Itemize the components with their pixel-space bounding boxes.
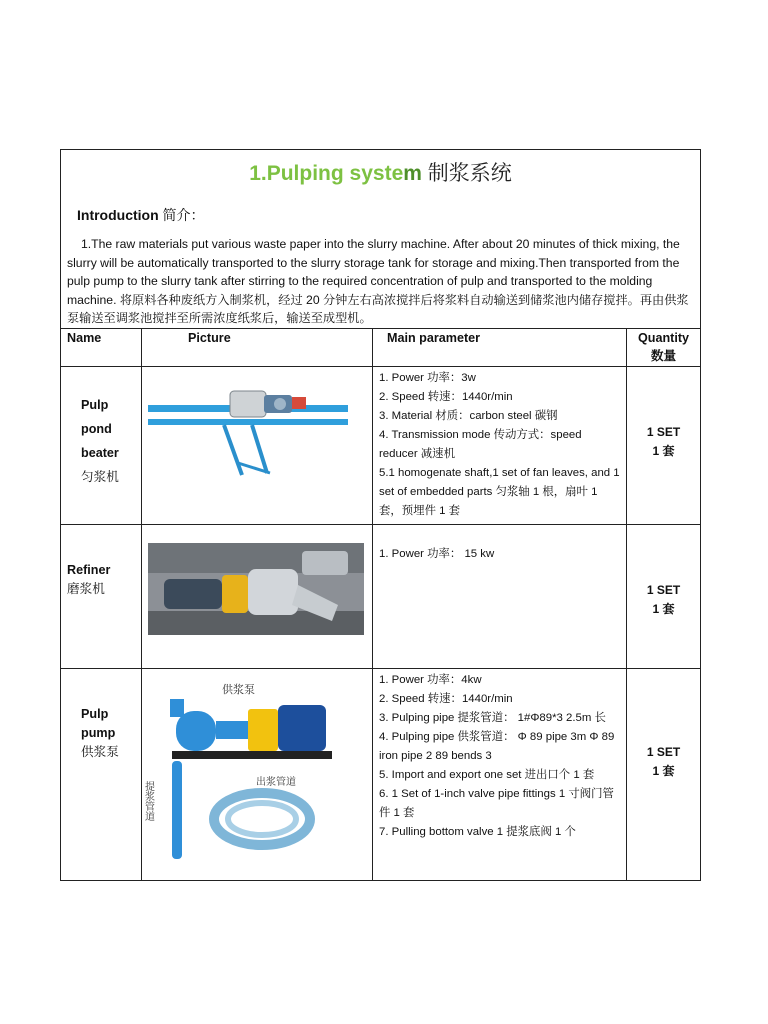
- header-cell: [61, 150, 701, 329]
- row-params-cell: [373, 524, 627, 668]
- column-header-row: [61, 328, 701, 366]
- param-item: 1. Power 功率：3w: [379, 371, 476, 384]
- refiner-image: [142, 525, 373, 663]
- param-item: 5.1 homogenate shaft,1 set of fan leaves, and 1 set of embedded parts 匀浆轴 1 根，扇叶 1 套，预埋件 1 套: [379, 466, 620, 517]
- param-item: 2. Speed 转速：1440r/min: [379, 692, 513, 705]
- spec-table: [60, 149, 701, 881]
- row-name-line: pump: [81, 725, 116, 740]
- qty-en: 1 SET: [646, 582, 681, 597]
- row-picture-cell: [142, 668, 373, 880]
- suction-pipe-caption: 提浆管道: [142, 780, 154, 821]
- row-params-cell: [373, 668, 627, 880]
- row-name-cn: 供浆泵: [81, 744, 119, 759]
- column-name: Name: [67, 330, 102, 345]
- pump-caption: 供浆泵: [222, 682, 255, 696]
- row-name-cn: 磨浆机: [67, 581, 105, 596]
- introduction-text: 1.The raw materials put various waste paper into the slurry machine. After about 20 minutes of thick mixing, the slurry will be automatically transported to the slurry storage tank for storage and mixing.Then transported from the pulp pump to the slurry tank after stirring to the required concentration of pulp and transported to the molding machine. 将原料各种废纸方入制浆机，经过 20 分钟左右高浓搅拌后将浆料自动输送到储浆池内储存搅拌。再由供浆泵输送至调浆池搅拌至所需浓度纸浆后，输送至成型机。: [67, 237, 689, 326]
- row-qty-cell: [627, 524, 701, 668]
- table-row: [61, 668, 701, 880]
- row-name-cell: [61, 524, 142, 668]
- row-name-cell: [61, 668, 142, 880]
- document-page: [60, 149, 700, 881]
- param-item: 1. Power 功率：4kw: [379, 673, 482, 686]
- param-item: 6. 1 Set of 1-inch valve pipe fittings 1 寸阀门管件 1 套: [379, 787, 614, 819]
- row-picture-cell: [142, 366, 373, 524]
- row-qty-cell: [627, 366, 701, 524]
- row-picture-cell: [142, 524, 373, 668]
- row-name-line: Pulp: [81, 706, 109, 721]
- row-name-line: Refiner: [67, 562, 111, 577]
- row-name-cn: 匀浆机: [81, 469, 119, 484]
- column-main-parameter: Main parameter: [387, 330, 481, 345]
- pulp-pond-beater-image: [142, 367, 373, 519]
- qty-en: 1 SET: [646, 744, 681, 759]
- param-item: 7. Pulling bottom valve 1 提浆底阀 1 个: [379, 825, 576, 838]
- introduction-label: Introduction 简介：: [77, 207, 205, 223]
- qty-cn: 1 套: [652, 763, 675, 778]
- param-item: 5. Import and export one set 进出口个 1 套: [379, 768, 595, 781]
- param-item: 2. Speed 转速：1440r/min: [379, 390, 513, 403]
- param-item: 4. Transmission mode 传动方式：speed reducer 减速机: [379, 428, 582, 460]
- param-item: 4. Pulping pipe 供浆管道： Φ 89 pipe 3m Φ 89 iron pipe 2 89 bends 3: [379, 730, 615, 762]
- pulp-pump-image: [142, 669, 373, 875]
- qty-en: 1 SET: [646, 424, 681, 439]
- section-title: 1.Pulping system 制浆系统: [249, 162, 512, 185]
- row-name-cell: [61, 366, 142, 524]
- param-item: 3. Pulping pipe 提浆管道： 1#Φ89*3 2.5m 长: [379, 711, 606, 724]
- row-qty-cell: [627, 668, 701, 880]
- column-quantity: Quantity 数量: [637, 330, 690, 363]
- qty-cn: 1 套: [652, 601, 675, 616]
- hose-caption: 出浆管道: [256, 776, 296, 788]
- param-item: 1. Power 功率： 15 kw: [379, 547, 495, 560]
- qty-cn: 1 套: [652, 443, 675, 458]
- table-row: [61, 366, 701, 524]
- table-row: [61, 524, 701, 668]
- row-name-line: beater: [81, 445, 119, 460]
- row-params-cell: [373, 366, 627, 524]
- param-item: 3. Material 材质：carbon steel 碳钢: [379, 409, 558, 422]
- row-name-line: pond: [81, 421, 112, 436]
- column-picture: Picture: [188, 330, 231, 345]
- row-name-line: Pulp: [81, 397, 109, 412]
